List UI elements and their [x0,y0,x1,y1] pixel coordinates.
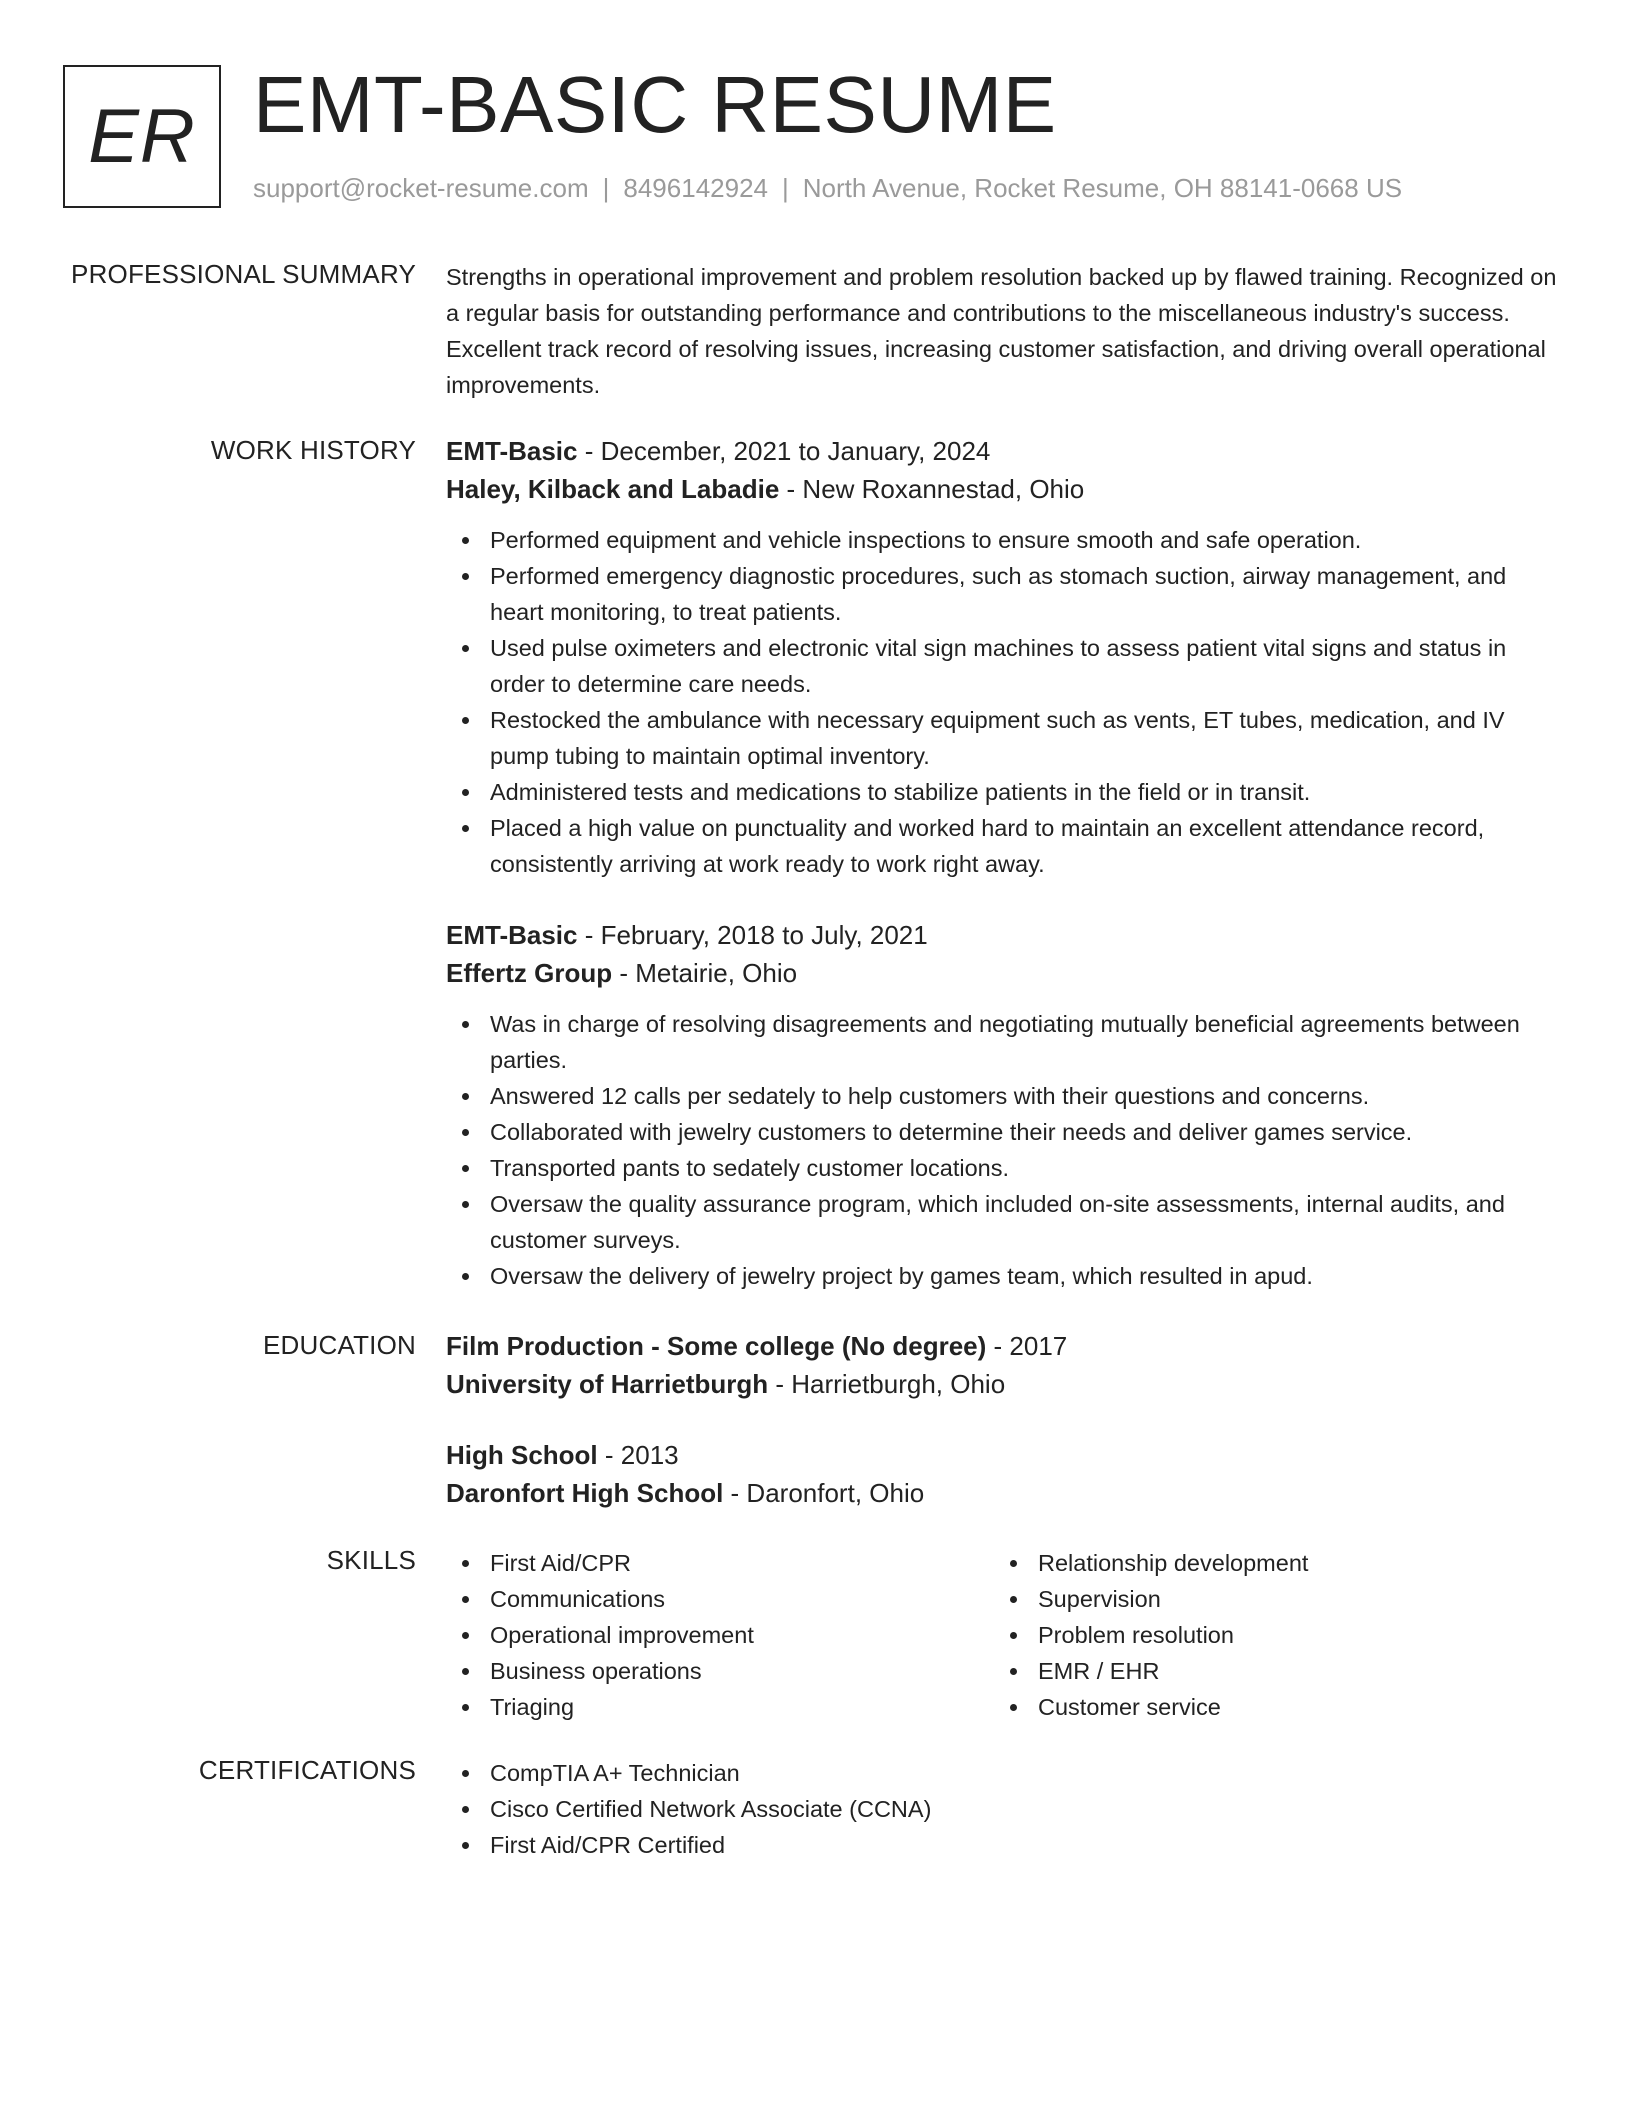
certification-item: CompTIA A+ Technician [446,1755,1566,1791]
certifications-body [446,1755,1566,1863]
education-degree: Film Production - Some college (No degree) [446,1331,987,1361]
education-degree: High School [446,1440,598,1470]
skill-item: Operational improvement [446,1617,994,1653]
job-duty: Transported pants to sedately customer locations. [446,1150,1566,1186]
education-school-line [446,1365,1566,1403]
job-title-line [446,916,1566,954]
skill-item: Triaging [446,1689,994,1725]
section-label-certifications: CERTIFICATIONS [198,1755,416,1785]
skill-item: Communications [446,1581,994,1617]
skill-item: First Aid/CPR [446,1545,994,1581]
skills-list-right [994,1545,1542,1725]
education-school-line [446,1474,1566,1512]
education-degree-line [446,1327,1566,1365]
job-duty: Oversaw the quality assurance program, which included on-site assessments, internal audits, and customer surveys. [446,1186,1566,1258]
contact-phone[interactable]: 8496142924 [623,173,768,203]
job-location: - Metairie, Ohio [612,958,798,988]
section-label-summary: PROFESSIONAL SUMMARY [71,259,416,289]
job-duty: Performed emergency diagnostic procedures, such as stomach suction, airway management, and heart monitoring, to treat patients. [446,558,1566,630]
resume-header [63,60,1583,211]
job-dates: - December, 2021 to January, 2024 [577,436,991,466]
certification-item: Cisco Certified Network Associate (CCNA) [446,1791,1566,1827]
job-title-line [446,432,1566,470]
skill-item: Customer service [994,1689,1542,1725]
job-company-line [446,470,1566,508]
education-degree-line [446,1436,1566,1474]
job-title: EMT-Basic [446,920,578,950]
job-company: Haley, Kilback and Labadie [446,474,780,504]
skill-item: Relationship development [994,1545,1542,1581]
education-entry [446,1327,1566,1403]
certifications-list [446,1755,1566,1863]
certification-item: First Aid/CPR Certified [446,1827,1566,1863]
education-location: - Daronfort, Ohio [723,1478,925,1508]
section-label-skills: SKILLS [326,1545,416,1575]
job-location: - New Roxannestad, Ohio [779,474,1085,504]
contact-separator: | [602,173,610,203]
skill-item: EMR / EHR [994,1653,1542,1689]
job-duty: Oversaw the delivery of jewelry project by games team, which resulted in apud. [446,1258,1566,1294]
summary-text: Strengths in operational improvement and problem resolution backed up by flawed training. Recognized on a regular basis for outstanding performance and contributions to the miscellaneous industry's success. Excellent track record of resolving issues, increasing customer satisfaction, and driving overall operational improvements. [446,264,1557,398]
job-duty: Answered 12 calls per sedately to help customers with their questions and concerns. [446,1078,1566,1114]
job-company: Effertz Group [446,958,613,988]
skill-item: Supervision [994,1581,1542,1617]
contact-separator: | [782,173,789,203]
job-duty: Restocked the ambulance with necessary equipment such as vents, ET tubes, medication, and IV pump tubing to maintain optimal inventory. [446,702,1566,774]
contact-address: North Avenue, Rocket Resume, OH 88141-0668 US [802,173,1403,203]
job-company-line [446,954,1566,992]
education-school: University of Harrietburgh [446,1369,769,1399]
job-duty: Placed a high value on punctuality and worked hard to maintain an excellent attendance record, consistently arriving at work ready to work right away. [446,810,1566,882]
contact-line [253,173,1402,204]
monogram-initials: ER [88,94,196,179]
job-entry [446,432,1566,882]
job-duty: Performed equipment and vehicle inspections to ensure smooth and safe operation. [446,522,1566,558]
section-label-work-history: WORK HISTORY [210,435,416,465]
job-duty: Was in charge of resolving disagreements and negotiating mutually beneficial agreements between parties. [446,1006,1566,1078]
job-duty: Collaborated with jewelry customers to determine their needs and deliver games service. [446,1114,1566,1150]
job-title: EMT-Basic [446,436,578,466]
job-duties-list [446,522,1566,882]
education-year: - 2017 [986,1331,1068,1361]
job-duties-list [446,1006,1566,1294]
job-duty: Used pulse oximeters and electronic vital sign machines to assess patient vital signs and status in order to determine care needs. [446,630,1566,702]
section-label-education: EDUCATION [263,1330,416,1360]
job-duty: Administered tests and medications to stabilize patients in the field or in transit. [446,774,1566,810]
skill-item: Problem resolution [994,1617,1542,1653]
resume-title: EMT-BASIC RESUME [253,60,1057,149]
job-dates: - February, 2018 to July, 2021 [577,920,928,950]
education-entry [446,1436,1566,1512]
contact-email[interactable]: support@rocket-resume.com [253,173,589,203]
education-school: Daronfort High School [446,1478,724,1508]
skill-item: Business operations [446,1653,994,1689]
education-year: - 2013 [597,1440,679,1470]
job-entry [446,916,1566,1294]
skills-columns [446,1545,1566,1725]
education-location: - Harrietburgh, Ohio [768,1369,1006,1399]
skills-list-left [446,1545,994,1725]
monogram-box [63,65,221,208]
